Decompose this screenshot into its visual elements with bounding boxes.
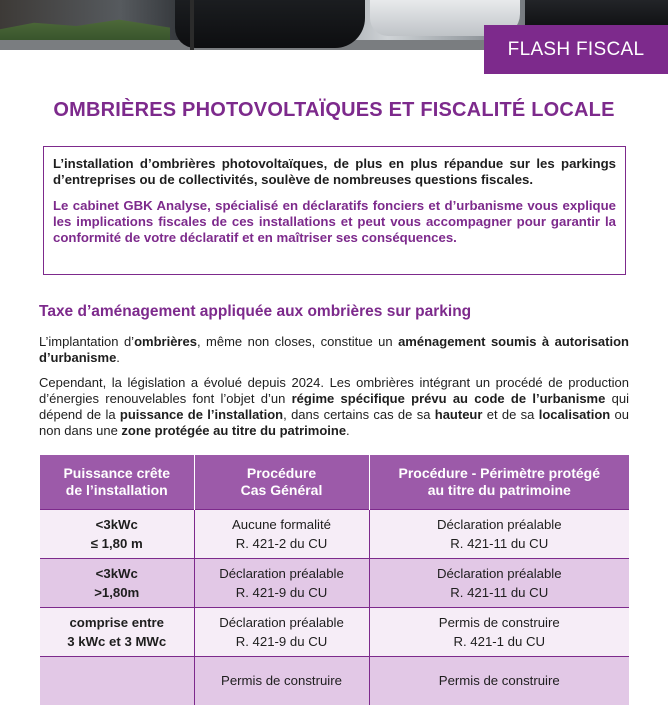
header-perimetre-protege: Procédure - Périmètre protégé au titre du patrimoine (369, 455, 629, 509)
cell-perimetre: Déclaration préalable R. 421-11 du CU (369, 558, 629, 607)
cell-puissance: <3kWc ≤ 1,80 m (40, 509, 194, 558)
table-row (40, 509, 629, 558)
intro-paragraph-2: Le cabinet GBK Analyse, spécialisé en déclaratifs fonciers et d’urbanisme vous explique les implications fiscales de ces installations et peut vous accompagner pour garantir la conformité de votre déclaratif et en maîtriser ses conséquences. (53, 198, 616, 245)
body-paragraph-1: L’implantation d’ombrières, même non closes, constitue un aménagement soumis à autorisation d’urbanisme. (39, 334, 629, 365)
cell-perimetre: Permis de construire R. 421-1 du CU (369, 607, 629, 656)
cell-cas-general: Permis de construire (194, 656, 369, 705)
intro-box (43, 146, 626, 275)
table-header-row (40, 455, 629, 509)
cell-cas-general: Aucune formalité R. 421-2 du CU (194, 509, 369, 558)
body-paragraph-2: Cependant, la législation a évolué depuis 2024. Les ombrières intégrant un procédé de production d’énergies renouvelables font l’objet d’un régime spécifique prévu au code de l’urbanisme qui dépend de la puissance de l’installation, dans certains cas de sa hauteur et de sa localisation ou non dans une zone protégée au titre du patrimoine. (39, 375, 630, 438)
table-row (40, 656, 629, 705)
cell-puissance: <3kWc >1,80m (40, 558, 194, 607)
cell-cas-general: Déclaration préalable R. 421-9 du CU (194, 607, 369, 656)
car-shape (175, 0, 365, 48)
cell-puissance (40, 656, 194, 705)
procedure-table (40, 455, 629, 705)
pole-shape (190, 0, 194, 50)
header-cas-general: Procédure Cas Général (194, 455, 369, 509)
intro-paragraph-1: L’installation d’ombrières photovoltaïques, de plus en plus répandue sur les parkings d’entreprises ou de collectivités, soulève de nombreuses questions fiscales. (53, 156, 616, 187)
table-row (40, 558, 629, 607)
cell-cas-general: Déclaration préalable R. 421-9 du CU (194, 558, 369, 607)
cell-perimetre: Déclaration préalable R. 421-11 du CU (369, 509, 629, 558)
cell-perimetre: Permis de construire (369, 656, 629, 705)
section-title: Taxe d’aménagement appliquée aux ombrières sur parking (39, 303, 472, 320)
page-title: OMBRIÈRES PHOTOVOLTAÏQUES ET FISCALITÉ LOCALE (53, 99, 615, 121)
cell-puissance: comprise entre 3 kWc et 3 MWc (40, 607, 194, 656)
flash-fiscal-badge: FLASH FISCAL (484, 25, 668, 74)
header-puissance: Puissance crête de l’installation (40, 455, 194, 509)
table-row (40, 607, 629, 656)
car-shape (525, 0, 668, 26)
